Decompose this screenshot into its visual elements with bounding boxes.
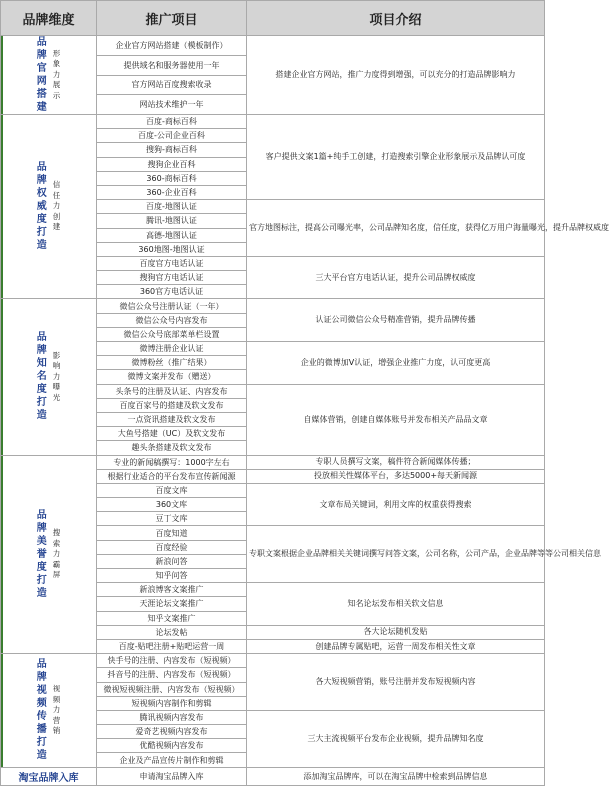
section-title-cell	[1, 654, 97, 768]
project-intro: 各大论坛随机发贴	[247, 625, 545, 639]
project-intro: 文章布局关键词，利用文库的权重获得搜索	[247, 483, 545, 526]
section-subtitle: 视 频 力 营 销	[52, 684, 61, 736]
promotion-item: 百度知道	[97, 526, 247, 540]
promotion-item: 搜狗官方电话认证	[97, 271, 247, 285]
promotion-item: 企业官方网站搭建（模板制作）	[97, 36, 247, 56]
table-row	[1, 455, 545, 469]
promotion-item-taobao: 申请淘宝品牌入库	[97, 767, 247, 785]
section-title-cell	[1, 455, 97, 654]
promotion-item: 网站技术维护一年	[97, 95, 247, 115]
promotion-item: 专业的新闻稿撰写：1000字左右	[97, 455, 247, 469]
promotion-item: 爱奇艺视频内容发布	[97, 725, 247, 739]
project-intro: 自媒体营销，创建自媒体账号并发布相关产品品文章	[247, 384, 545, 455]
promotion-item: 头条号的注册及认证、内容发布	[97, 384, 247, 398]
promotion-item: 微视短视频注册、内容发布（短视频）	[97, 682, 247, 696]
promotion-item: 360文库	[97, 498, 247, 512]
section-title: 品 牌 美 誉 度 打 造	[36, 509, 47, 599]
promotion-item: 企业及产品宣传片制作和剪辑	[97, 753, 247, 767]
promotion-item: 抖音号的注册、内容发布（短视频）	[97, 668, 247, 682]
table-row	[1, 36, 545, 56]
promotion-item: 360地图-地图认证	[97, 242, 247, 256]
promotion-item: 百度官方电话认证	[97, 256, 247, 270]
promotion-item: 搜狗-商标百科	[97, 143, 247, 157]
section-title: 品 牌 权 威 度 打 造	[36, 162, 47, 252]
header-brand-dimension: 品牌维度	[1, 1, 97, 36]
project-intro: 专职人员撰写文案，稿件符合新闻媒体传播；	[247, 455, 545, 469]
promotion-item: 知乎文案推广	[97, 611, 247, 625]
promotion-item: 豆丁文库	[97, 512, 247, 526]
project-intro: 三大平台官方电话认证，提升公司品牌权威度	[247, 256, 545, 299]
promotion-item: 微博文案并发布（赠送）	[97, 370, 247, 384]
promotion-item: 优酷视频内容发布	[97, 739, 247, 753]
section-subtitle: 影 响 力 曝 光	[52, 350, 61, 402]
promotion-item: 360-商标百科	[97, 171, 247, 185]
promotion-item: 新浪问答	[97, 554, 247, 568]
project-intro: 认证公司微信公众号精准营销，提升品牌传播	[247, 299, 545, 342]
promotion-item: 根据行业适合的平台发布宣传新闻源	[97, 469, 247, 483]
promotion-item: 腾讯视频内容发布	[97, 710, 247, 724]
promotion-item: 快手号的注册、内容发布（短视频）	[97, 654, 247, 668]
promotion-item: 360官方电话认证	[97, 285, 247, 299]
promotion-item: 高德-地图认证	[97, 228, 247, 242]
project-intro: 创建品牌专属贴吧，运营一周发布相关性文章	[247, 639, 545, 653]
promotion-item: 百度-地图认证	[97, 200, 247, 214]
project-intro: 搭建企业官方网站，推广力度得到增强，可以充分的打造品牌影响力	[247, 36, 545, 115]
promotion-item: 天涯论坛文案推广	[97, 597, 247, 611]
table-row	[1, 654, 545, 668]
promotion-item: 百度-商标百科	[97, 115, 247, 129]
promotion-item: 腾讯-地图认证	[97, 214, 247, 228]
table-body	[1, 36, 609, 786]
project-intro: 企业的微博加V认证，增强企业推广力度，认可度更高	[247, 342, 545, 385]
header-promotion-item: 推广项目	[97, 1, 247, 36]
section-subtitle: 信 任 力 创 建	[52, 180, 61, 232]
section-title: 品 牌 知 名 度 打 造	[36, 332, 47, 422]
promotion-item: 微博粉丝（推广结果）	[97, 356, 247, 370]
promotion-item: 百度百家号的搭建及软文发布	[97, 398, 247, 412]
promotion-item: 微信公众号注册认证（一年）	[97, 299, 247, 313]
promotion-item: 百度文库	[97, 483, 247, 497]
table-row	[1, 115, 545, 129]
promotion-item: 微信公众号内容发布	[97, 313, 247, 327]
section-subtitle: 形 象 力 展 示	[52, 48, 61, 100]
project-intro: 专职文案根据企业品牌相关关键词撰写问答文案，公司名称，公司产品，企业品牌等等公司相关信息	[247, 526, 545, 583]
promotion-item: 搜狗企业百科	[97, 157, 247, 171]
section-title: 品 牌 官 网 搭 建	[36, 37, 47, 113]
header-project-intro: 项目介绍	[247, 1, 545, 36]
section-title-cell	[1, 36, 97, 115]
table-header-row	[1, 1, 545, 36]
project-intro: 各大短视频营销，账号注册并发布短视频内容	[247, 654, 545, 711]
section-title-cell	[1, 299, 97, 455]
section-title-cell	[1, 115, 97, 299]
promotion-item: 提供域名和服务器使用一年	[97, 55, 247, 75]
promotion-item: 一点资讯搭建及软文发布	[97, 412, 247, 426]
project-intro: 知名论坛发布相关软文信息	[247, 583, 545, 626]
promotion-item: 知乎问答	[97, 569, 247, 583]
section-title: 品 牌 视 频 传 播 打 造	[36, 659, 47, 762]
project-intro: 三大主流视频平台发布企业视频，提升品牌知名度	[247, 710, 545, 767]
section-title-taobao: 淘宝品牌入库	[1, 767, 97, 785]
promotion-item: 新浪博客文案推广	[97, 583, 247, 597]
section-subtitle: 搜 索 力 霸 屏	[52, 528, 61, 580]
table-row-taobao	[1, 767, 545, 785]
promotion-item: 论坛发帖	[97, 625, 247, 639]
promotion-item: 百度-公司企业百科	[97, 129, 247, 143]
table-row	[1, 299, 545, 313]
project-intro-taobao: 添加淘宝品牌库，可以在淘宝品牌中检索到品牌信息	[247, 767, 545, 785]
promotion-item: 官方网站百度搜索收录	[97, 75, 247, 95]
project-intro: 客户提供文案1篇+纯手工创建，打造搜索引擎企业形象展示及品牌认可度	[247, 115, 545, 200]
promotion-item: 百度-贴吧注册+贴吧运营一周	[97, 639, 247, 653]
promotion-item: 微博注册企业认证	[97, 342, 247, 356]
project-intro: 投放相关性媒体平台，多达5000+每天新闻源	[247, 469, 545, 483]
promotion-item: 大鱼号搭建（UC）及软文发布	[97, 427, 247, 441]
promotion-item: 微信公众号底部菜单栏设置	[97, 327, 247, 341]
project-intro: 官方地图标注，提高公司曝光率，公司品牌知名度，信任度，获得亿万用户海量曝光，提升品牌权威度	[247, 200, 545, 257]
promotion-item: 短视频内容制作和剪辑	[97, 696, 247, 710]
promotion-item: 百度经验	[97, 540, 247, 554]
promotion-item: 趣头条搭建及软文发布	[97, 441, 247, 455]
promotion-item: 360-企业百科	[97, 185, 247, 199]
